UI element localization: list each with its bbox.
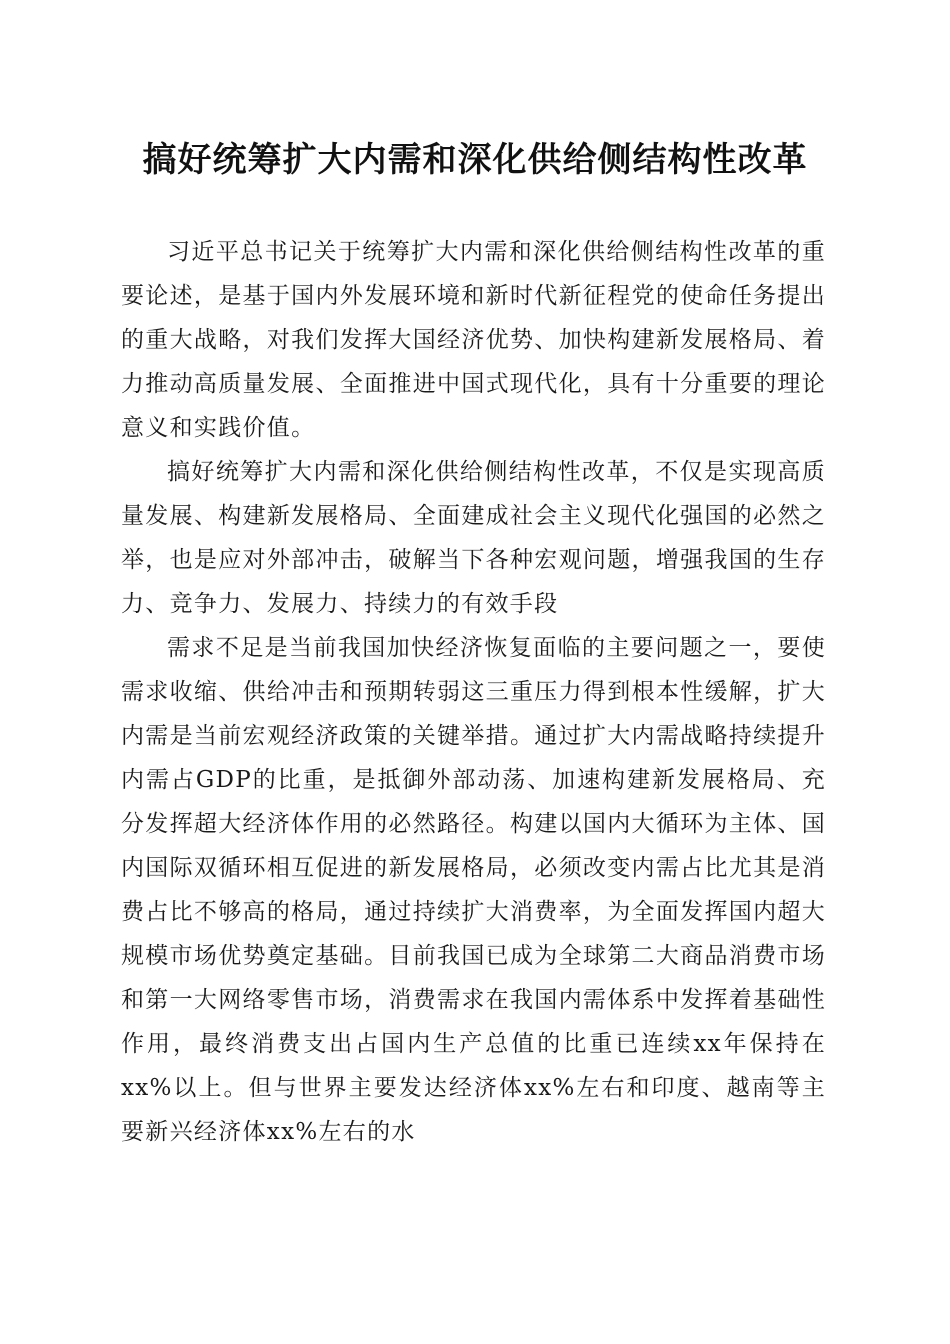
paragraph-intro: 习近平总书记关于统筹扩大内需和深化供给侧结构性改革的重要论述，是基于国内外发展环境和新时代新征程党的使命任务提出的重大战略，对我们发挥大国经济优势、加快构建新发展格局、着力推动高质量发展、全面推进中国式现代化，具有十分重要的理论意义和实践价值。 bbox=[121, 239, 826, 441]
document-title: 搞好统筹扩大内需和深化供给侧结构性改革 bbox=[142, 140, 808, 180]
paragraph-demand: 需求不足是当前我国加快经济恢复面临的主要问题之一，要使需求收缩、供给冲击和预期转弱这三重压力得到根本性缓解，扩大内需是当前宏观经济政策的关键举措。通过扩大内需战略持续提升内需占GDP的比重，是抵御外部动荡、加速构建新发展格局、充分发挥超大经济体作用的必然路径。构建以国内大循环为主体、国内国际双循环相互促进的新发展格局，必须改变内需占比尤其是消费占比不够高的格局，通过持续扩大消费率，为全面发挥国内超大规模市场优势奠定基础。目前我国已成为全球第二大商品消费市场和第一大网络零售市场，消费需求在我国内需体系中发挥着基础性作用，最终消费支出占国内生产总值的比重已连续xx年保持在xx%以上。但与世界主要发达经济体xx%左右和印度、越南等主要新兴经济体xx%左右的水 bbox=[121, 635, 826, 1145]
paragraph-significance: 搞好统筹扩大内需和深化供给侧结构性改革，不仅是实现高质量发展、构建新发展格局、全面建成社会主义现代化强国的必然之举，也是应对外部冲击，破解当下各种宏观问题，增强我国的生存力、竞争力、发展力、持续力的有效手段 bbox=[121, 459, 826, 617]
document-body bbox=[121, 230, 826, 1154]
